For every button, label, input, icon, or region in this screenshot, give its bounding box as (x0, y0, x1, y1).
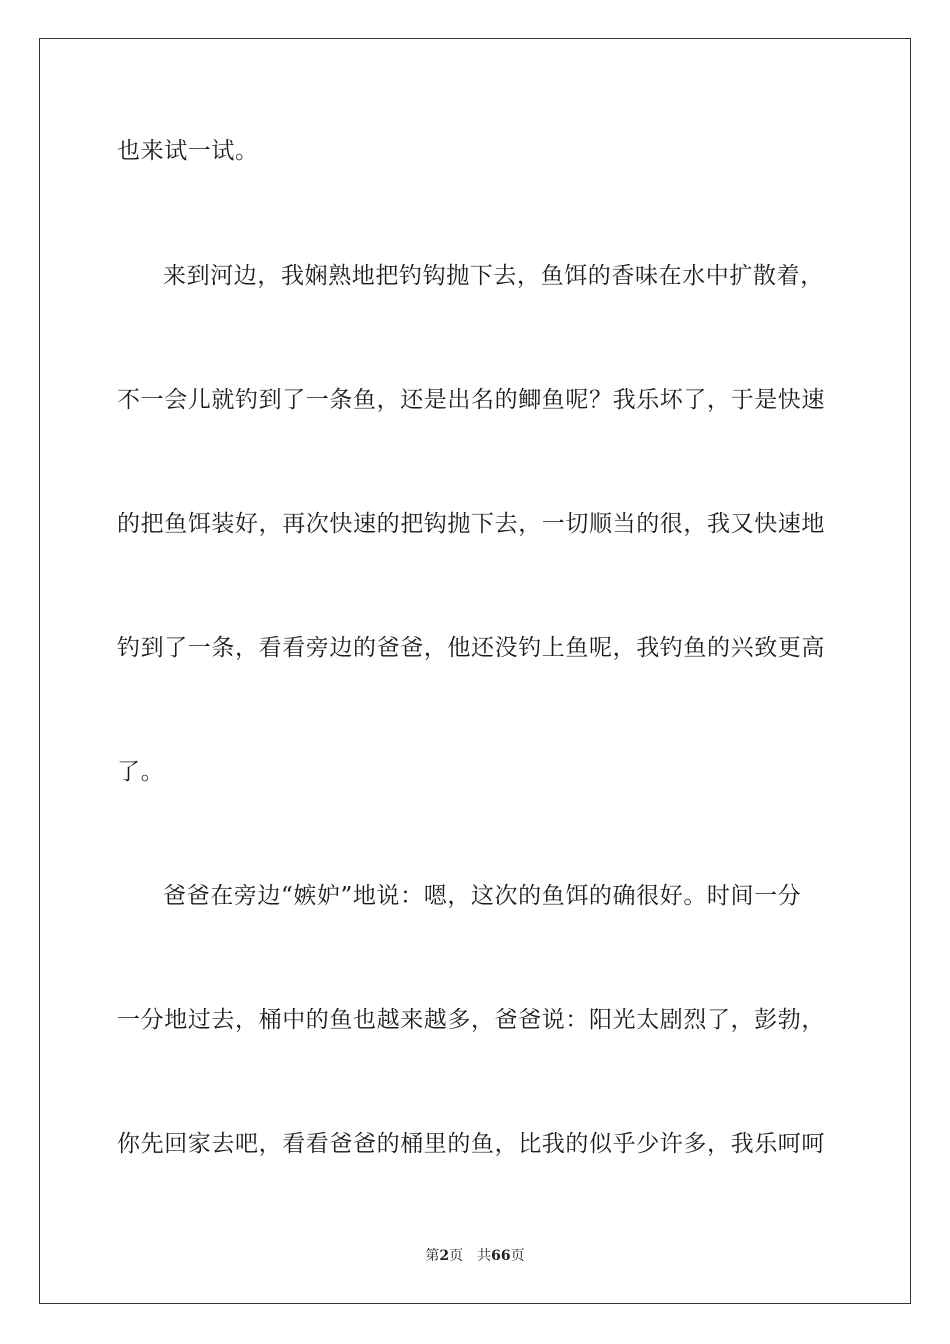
text-line-6: 了。 (117, 759, 165, 785)
text-line-9: 你先回家去吧，看看爸爸的桶里的鱼，比我的似乎少许多，我乐呵呵 (117, 1131, 825, 1157)
text-line-8: 一分地过去，桶中的鱼也越来越多，爸爸说：阳光太剧烈了，彭勃， (117, 1007, 825, 1033)
text-line-2: 来到河边，我娴熟地把钓钩抛下去，鱼饵的香味在水中扩散着， (163, 263, 824, 289)
text-line-7: 爸爸在旁边“嫉妒”地说：嗯，这次的鱼饵的确很好。时间一分 (163, 883, 802, 909)
page-footer (0, 1247, 950, 1265)
text-line-4: 的把鱼饵装好，再次快速的把钩抛下去，一切顺当的很，我又快速地 (117, 511, 825, 537)
page-suffix: 页 (449, 1248, 464, 1264)
text-line-3: 不一会儿就钓到了一条鱼，还是出名的鲫鱼呢？我乐坏了，于是快速 (117, 387, 825, 413)
total-prefix: 共 (477, 1248, 492, 1264)
text-line-1: 也来试一试。 (117, 138, 259, 164)
text-line-5: 钓到了一条，看看旁边的爸爸，他还没钓上鱼呢，我钓鱼的兴致更高 (117, 635, 825, 661)
page-prefix: 第 (425, 1248, 440, 1264)
page-border (39, 38, 911, 1304)
total-suffix: 页 (510, 1248, 525, 1264)
total-pages: 66 (491, 1248, 511, 1264)
page-number: 2 (439, 1248, 450, 1264)
